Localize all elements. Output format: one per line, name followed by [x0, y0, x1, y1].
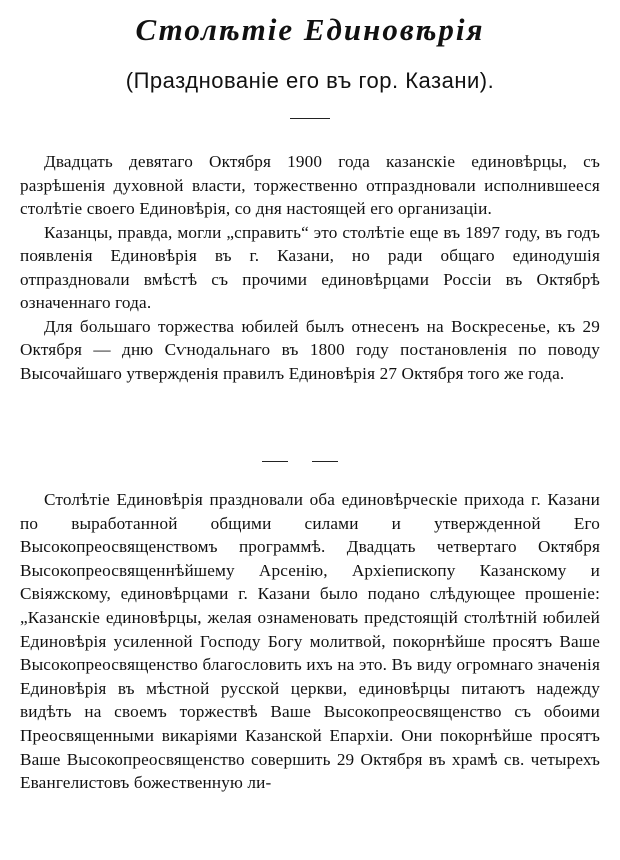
section-2 [20, 488, 600, 795]
section-divider-left [262, 461, 288, 462]
paragraph: Казанцы, правда, могли „справить“ это столѣтіе еще въ 1897 году, въ годъ появленія Единовѣрія въ г. Казани, но ради общаго единодушія отпраздновали вмѣстѣ съ прочими единовѣрцами Россіи въ Октябрѣ означеннаго года. [20, 222, 600, 312]
paragraph: Двадцать девятаго Октября 1900 года казанскіе единовѣрцы, съ разрѣшенія духовной власти, торжественно отпраздновали исполнившееся столѣтіе своего Единовѣрія, со дня настоящей его организаціи. [20, 152, 600, 218]
article-subtitle: (Празднованіе его въ гор. Казани). [125, 68, 495, 93]
paragraph: Для большаго торжества юбилей былъ отнесенъ на Воскресенье, къ 29 Октября — дню Сѵнодальнаго въ 1800 году постановленія по поводу Высочайшаго утвержденія правилъ Единовѣрія 27 Октября того же года. [20, 316, 600, 383]
section-1 [20, 150, 600, 385]
article-title: Столѣтіе Единовѣрія [135, 12, 485, 47]
title-divider [290, 118, 330, 119]
section-divider-right [312, 461, 338, 462]
paragraph: Столѣтіе Единовѣрія праздновали оба единовѣрческіе прихода г. Казани по выработанной общими силами и утвержденной Его Высокопреосвященствомъ программѣ. Двадцать четвертаго Октября Высокопреосвященнѣйшему Арсенію, Архіепископу Казанскому и Свіяжскому, единовѣрцами г. Казани было подано слѣдующее прошеніе: „Казанскіе единовѣрцы, желая ознаменовать предстоящій столѣтній юбилей Единовѣрія усиленной Господу Богу молитвой, покорнѣйше просятъ Ваше Высокопреосвященство благословить ихъ на это. Въ виду огромнаго значенія Единовѣрія въ мѣстной русской церкви, единовѣрцы питаютъ надежду видѣть на своемъ торжествѣ Ваше Высокопреосвященство съ обоими Преосвященными викаріями Казанской Епархіи. Они покорнѣйше просятъ Ваше Высокопреосвященство совершить 29 Октября въ храмѣ св. четырехъ Евангелистовъ божественную ли- [20, 490, 600, 793]
